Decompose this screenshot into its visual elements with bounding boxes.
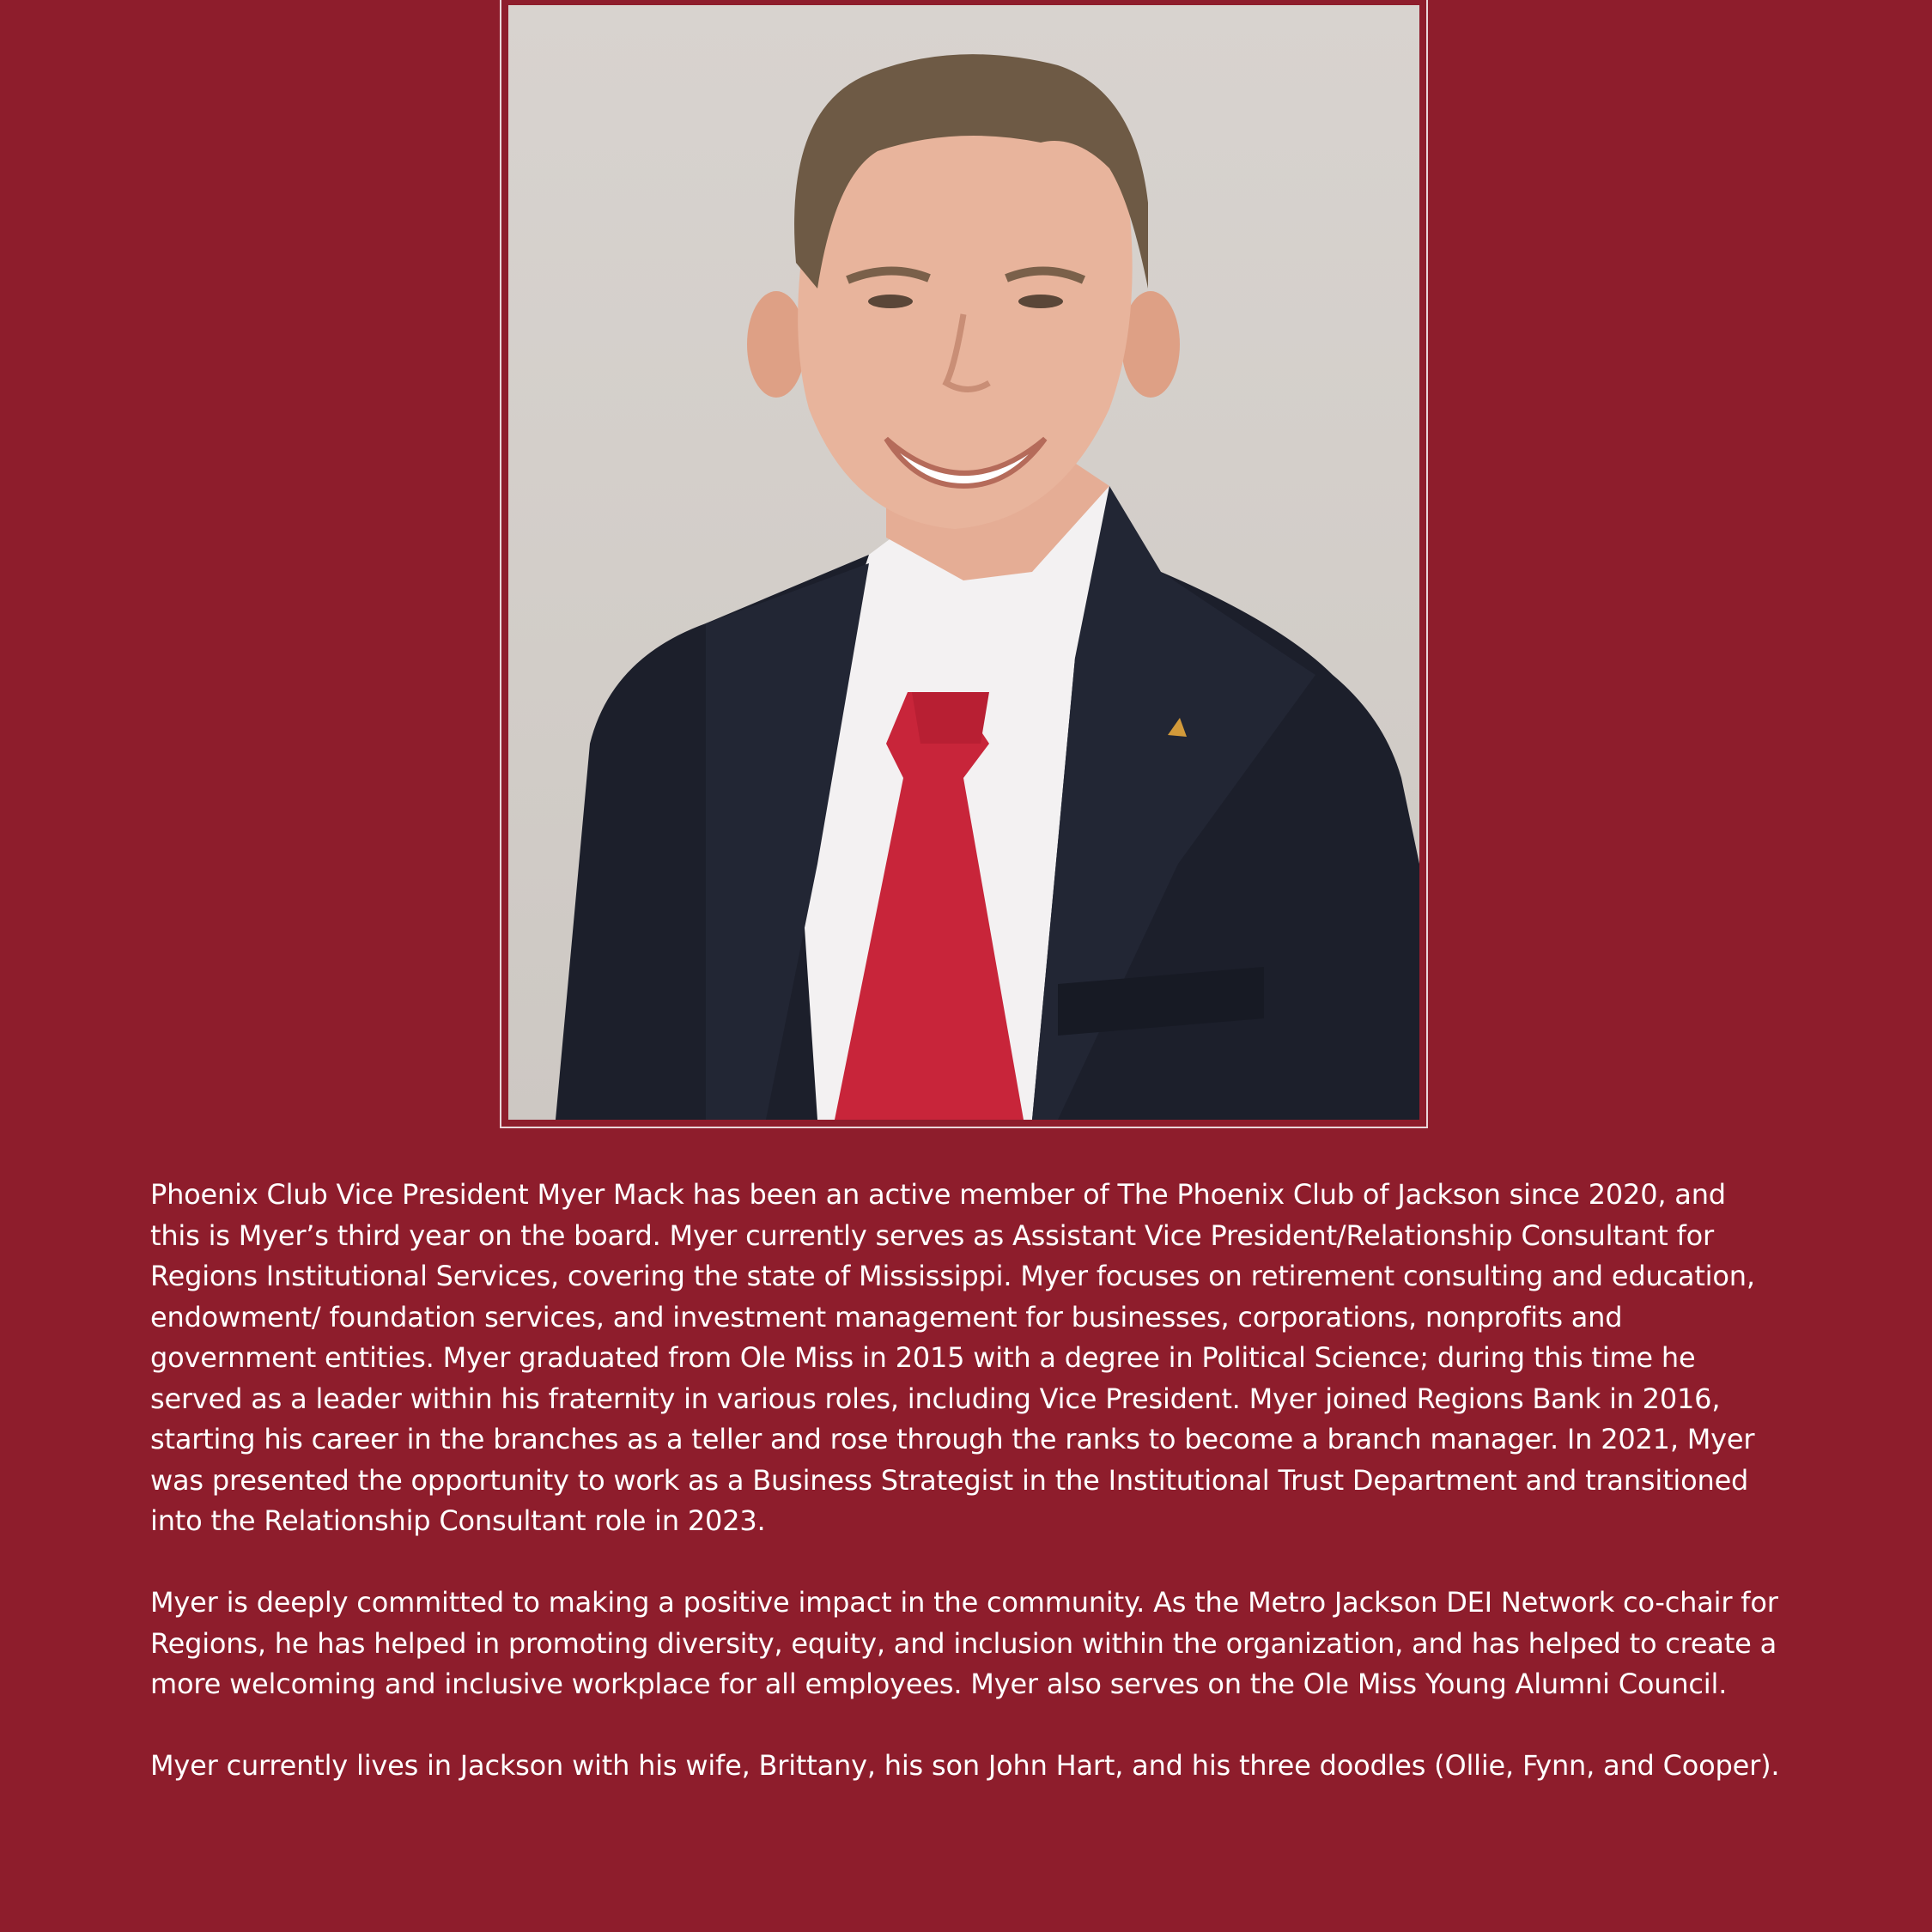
bio-paragraph: Myer is deeply committed to making a positive impact in the community. As the Metro Jackson DEI Network co-chair for Regions, he has helped in promoting diversity, equity, and inclusion within the organization, and has helped to create a more welcoming and inclusive workplace for all employees. Myer also serves on the Ole Miss Young Alumni Council. — [150, 1586, 1778, 1700]
eye-right — [1018, 295, 1063, 308]
bio-text — [150, 1175, 1782, 1787]
portrait-frame — [500, 0, 1428, 1128]
bio-paragraph: Phoenix Club Vice President Myer Mack has been an active member of The Phoenix Club of Jackson since 2020, and this is Myer’s third year on the board. Myer currently serves as Assistant Vice President/Relationship Consultant for Regions Institutional Services, covering the state of Mississippi. Myer focuses on retirement consulting and education, endowment/ foundation services, and investment management for businesses, corporations, nonprofits and government entities. Myer graduated from Ole Miss in 2015 with a degree in Political Science; during this time he served as a leader within his fraternity in various roles, including Vice President. Myer joined Regions Bank in 2016, starting his career in the branches as a teller and rose through the ranks to become a branch manager. In 2021, Myer was presented the opportunity to work as a Business Strategist in the Institutional Trust Department and transitioned into the Relationship Consultant role in 2023. — [150, 1178, 1755, 1537]
eye-left — [868, 295, 913, 308]
ear-left — [747, 291, 805, 398]
bio-paragraph: Myer currently lives in Jackson with his wife, Brittany, his son John Hart, and his three doodles (Ollie, Fynn, and Cooper). — [150, 1749, 1780, 1782]
portrait-photo-icon — [508, 5, 1419, 1120]
tie-knot — [912, 692, 989, 744]
portrait-photo — [508, 5, 1419, 1120]
